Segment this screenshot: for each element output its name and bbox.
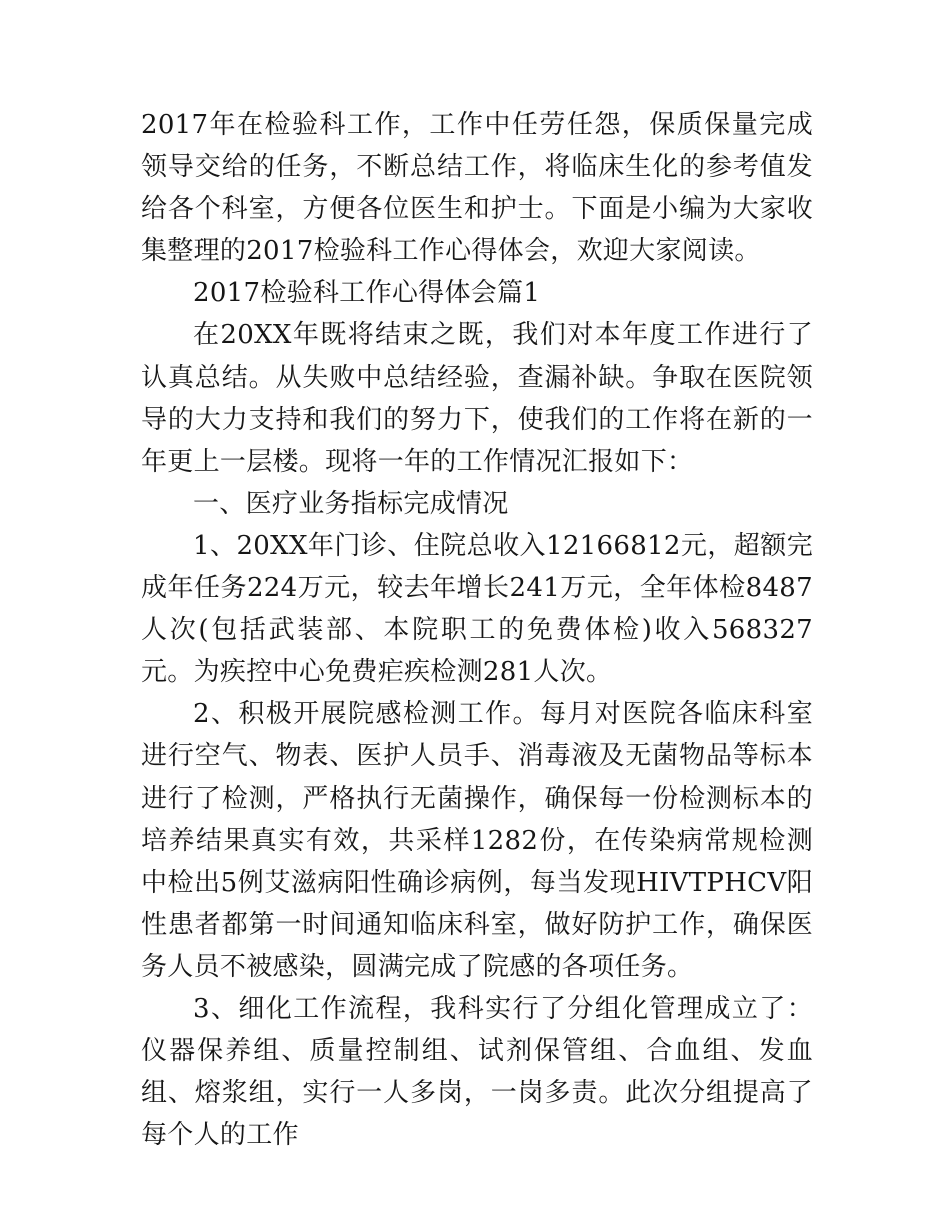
section-title: 2017检验科工作心得体会篇1 [193,278,541,309]
intro-paragraph: 2017年在检验科工作，工作中任劳任怨，保质保量完成领导交给的任务，不断总结工作，将临床生化的参考值发给各个科室，方便各位医生和护士。下面是小编为大家收集整理的2017检验科工作心得体会，欢迎大家阅读。 [141,110,813,267]
subsection-heading: 一、医疗业务指标完成情况 [193,488,509,519]
item-2-paragraph: 2、积极开展院感检测工作。每月对医院各临床科室进行空气、物表、医护人员手、消毒液及无菌物品等标本进行了检测，严格执行无菌操作，确保每一份检测标本的培养结果真实有效，共采样1282份，在传染病常规检测中检出5例艾滋病阳性确诊病例，每当发现HIVTPHCV阳性患者都第一时间通知临床科室，做好防护工作，确保医务人员不被感染，圆满完成了院感的各项任务。 [141,699,813,982]
item-1-paragraph: 1、20XX年门诊、住院总收入12166812元，超额完成年任务224万元，较去年增长241万元，全年体检8487人次(包括武装部、本院职工的免费体检)收入568327元。为疾控中心免费疟疾检测281人次。 [141,530,813,688]
summary-paragraph: 在20XX年既将结束之既，我们对本年度工作进行了认真总结。从失败中总结经验，查漏补缺。争取在医院领导的大力支持和我们的努力下，使我们的工作将在新的一年更上一层楼。现将一年的工作情况汇报如下： [141,320,813,477]
item-3-paragraph: 3、细化工作流程，我科实行了分组化管理成立了：仪器保养组、质量控制组、试剂保管组、合血组、发血组、熔浆组，实行一人多岗，一岗多责。此次分组提高了每个人的工作 [141,993,813,1151]
document-body [141,104,813,1156]
